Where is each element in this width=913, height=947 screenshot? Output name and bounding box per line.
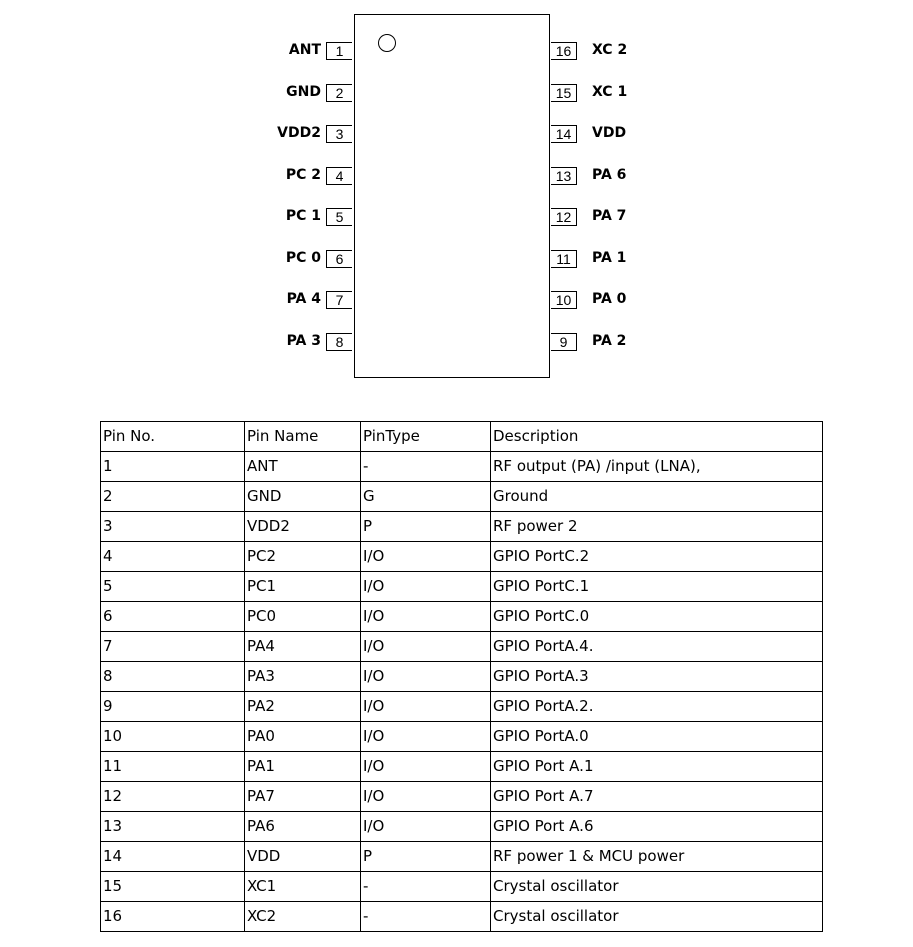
- pin-number-7: 7: [326, 291, 352, 309]
- table-header-cell: Pin No.: [101, 422, 245, 452]
- table-cell: 2: [101, 482, 245, 512]
- pin-label-4: PC 2: [285, 167, 321, 183]
- table-cell: I/O: [361, 812, 491, 842]
- table-cell: 9: [101, 692, 245, 722]
- pin-label-7: PA 4: [286, 291, 321, 307]
- table-row: [101, 752, 823, 782]
- table-cell: PA1: [245, 752, 361, 782]
- pin-number-11: 11: [551, 250, 577, 268]
- table-cell: PA4: [245, 632, 361, 662]
- pin-label-11: PA 1: [592, 250, 627, 266]
- pin-number-13: 13: [551, 167, 577, 185]
- table-cell: GPIO Port A.6: [491, 812, 823, 842]
- table-cell: 7: [101, 632, 245, 662]
- table-cell: RF output (PA) /input (LNA),: [491, 452, 823, 482]
- pin-label-13: PA 6: [592, 167, 627, 183]
- pin-number-5: 5: [326, 208, 352, 226]
- table-row: [101, 692, 823, 722]
- pin-number-12: 12: [551, 208, 577, 226]
- table-cell: 12: [101, 782, 245, 812]
- table-cell: VDD2: [245, 512, 361, 542]
- table-row: [101, 662, 823, 692]
- table-row: [101, 572, 823, 602]
- table-row: [101, 512, 823, 542]
- table-cell: 4: [101, 542, 245, 572]
- table-cell: 10: [101, 722, 245, 752]
- table-cell: 15: [101, 872, 245, 902]
- table-cell: I/O: [361, 782, 491, 812]
- table-cell: PC0: [245, 602, 361, 632]
- table-cell: P: [361, 842, 491, 872]
- table-header-cell: PinType: [361, 422, 491, 452]
- table-cell: GPIO Port A.1: [491, 752, 823, 782]
- table-row: [101, 632, 823, 662]
- table-cell: XC1: [245, 872, 361, 902]
- table-cell: -: [361, 902, 491, 932]
- pin-number-1: 1: [326, 42, 352, 60]
- table-cell: PA6: [245, 812, 361, 842]
- table-row: [101, 812, 823, 842]
- table-cell: ANT: [245, 452, 361, 482]
- table-cell: Ground: [491, 482, 823, 512]
- table-cell: I/O: [361, 572, 491, 602]
- table-cell: I/O: [361, 722, 491, 752]
- pin-description-table: [100, 421, 823, 932]
- table-cell: P: [361, 512, 491, 542]
- table-cell: Crystal oscillator: [491, 872, 823, 902]
- pin-number-6: 6: [326, 250, 352, 268]
- pin-label-2: GND: [286, 84, 321, 100]
- table-cell: I/O: [361, 542, 491, 572]
- table-row: [101, 722, 823, 752]
- pin-number-15: 15: [551, 84, 577, 102]
- table-cell: GPIO PortA.2.: [491, 692, 823, 722]
- table-row: [101, 452, 823, 482]
- table-cell: 1: [101, 452, 245, 482]
- table-cell: PA0: [245, 722, 361, 752]
- pin1-marker-icon: [378, 34, 396, 52]
- pin-label-9: PA 2: [592, 333, 627, 349]
- pin-label-14: VDD: [592, 125, 627, 141]
- table-cell: GPIO PortC.1: [491, 572, 823, 602]
- table-cell: I/O: [361, 602, 491, 632]
- table-header-row: [101, 422, 823, 452]
- table-cell: I/O: [361, 752, 491, 782]
- pin-label-3: VDD2: [277, 125, 321, 141]
- table-cell: 11: [101, 752, 245, 782]
- table-cell: 13: [101, 812, 245, 842]
- pin-label-10: PA 0: [592, 291, 627, 307]
- pin-label-6: PC 0: [285, 250, 321, 266]
- table-cell: PC1: [245, 572, 361, 602]
- pin-number-3: 3: [326, 125, 352, 143]
- table-cell: GPIO Port A.7: [491, 782, 823, 812]
- table-cell: RF power 1 & MCU power: [491, 842, 823, 872]
- pin-label-12: PA 7: [592, 208, 627, 224]
- pin-label-15: XC 1: [592, 84, 628, 100]
- pin-number-2: 2: [326, 84, 352, 102]
- table-row: [101, 842, 823, 872]
- table-cell: I/O: [361, 692, 491, 722]
- pin-number-14: 14: [551, 125, 577, 143]
- table-cell: G: [361, 482, 491, 512]
- table-cell: I/O: [361, 632, 491, 662]
- table-cell: VDD: [245, 842, 361, 872]
- chip-body: [354, 14, 550, 378]
- table-cell: Crystal oscillator: [491, 902, 823, 932]
- pin-label-5: PC 1: [285, 208, 321, 224]
- table-cell: PA7: [245, 782, 361, 812]
- table-cell: PA2: [245, 692, 361, 722]
- table-cell: 5: [101, 572, 245, 602]
- table-cell: GND: [245, 482, 361, 512]
- pin-number-10: 10: [551, 291, 577, 309]
- table-cell: -: [361, 872, 491, 902]
- pin-number-16: 16: [551, 42, 577, 60]
- table-row: [101, 602, 823, 632]
- table-cell: GPIO PortA.4.: [491, 632, 823, 662]
- table-cell: XC2: [245, 902, 361, 932]
- table-row: [101, 542, 823, 572]
- table-row: [101, 482, 823, 512]
- table-header-cell: Description: [491, 422, 823, 452]
- table-cell: 3: [101, 512, 245, 542]
- table-cell: 16: [101, 902, 245, 932]
- pin-label-8: PA 3: [286, 333, 321, 349]
- table-row: [101, 872, 823, 902]
- table-header-cell: Pin Name: [245, 422, 361, 452]
- pin-number-4: 4: [326, 167, 352, 185]
- table-cell: 6: [101, 602, 245, 632]
- pin-label-16: XC 2: [592, 42, 628, 58]
- table-cell: PA3: [245, 662, 361, 692]
- table-cell: GPIO PortC.2: [491, 542, 823, 572]
- table-cell: GPIO PortA.0: [491, 722, 823, 752]
- pin-label-1: ANT: [288, 42, 321, 58]
- table-cell: 8: [101, 662, 245, 692]
- table-cell: GPIO PortA.3: [491, 662, 823, 692]
- table-cell: PC2: [245, 542, 361, 572]
- table-cell: I/O: [361, 662, 491, 692]
- table-row: [101, 782, 823, 812]
- pin-number-9: 9: [551, 333, 577, 351]
- table-cell: RF power 2: [491, 512, 823, 542]
- table-row: [101, 902, 823, 932]
- table-cell: -: [361, 452, 491, 482]
- pin-number-8: 8: [326, 333, 352, 351]
- table-cell: GPIO PortC.0: [491, 602, 823, 632]
- table-cell: 14: [101, 842, 245, 872]
